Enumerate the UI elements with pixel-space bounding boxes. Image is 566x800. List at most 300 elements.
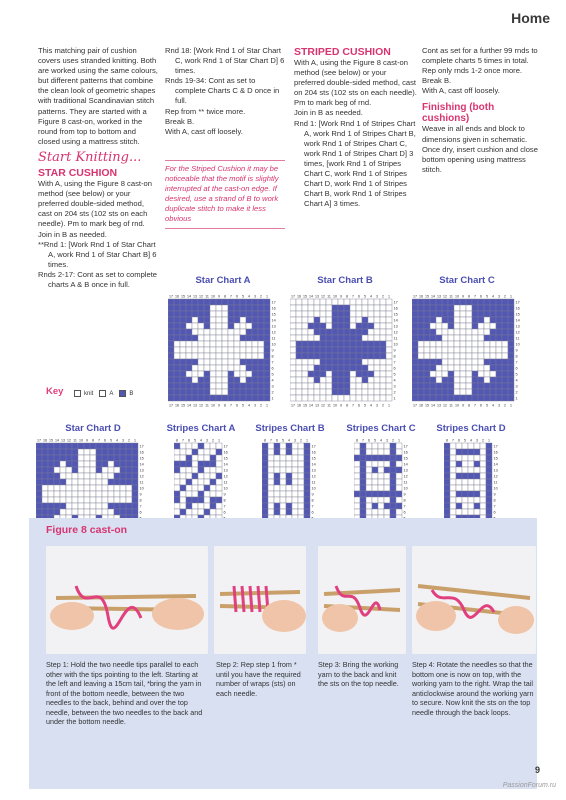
chart-cell (424, 311, 430, 317)
chart-cell (252, 299, 258, 305)
column-number: 8 (224, 294, 226, 299)
chart-cell (60, 449, 66, 455)
chart-cell (274, 467, 280, 473)
chart-cell (108, 455, 114, 461)
chart-cell (262, 503, 268, 509)
section-title: Home (511, 10, 550, 26)
chart-cell (292, 467, 298, 473)
chart-cell (430, 335, 436, 341)
chart-cell (180, 305, 186, 311)
chart-cell (258, 383, 264, 389)
chart-cell (234, 347, 240, 353)
chart-cell (390, 509, 396, 515)
chart-cell (180, 383, 186, 389)
row-number: 11 (271, 336, 276, 341)
chart-cell (460, 311, 466, 317)
chart-cell (484, 347, 490, 353)
chart-cell (174, 335, 180, 341)
chart-cell (168, 341, 174, 347)
chart-cell (186, 371, 192, 377)
column-number: 2 (300, 438, 302, 443)
column-1 (38, 46, 158, 290)
chart-cell (216, 485, 222, 491)
key-title: Key (46, 386, 64, 397)
chart-cell (216, 371, 222, 377)
chart-cell (304, 467, 310, 473)
chart-cell (108, 503, 114, 509)
chart-cell (444, 509, 450, 515)
column-number: 7 (352, 403, 354, 408)
chart-cell (448, 389, 454, 395)
chart-cell (366, 443, 372, 449)
chart-cell (314, 323, 320, 329)
chart-cell (372, 467, 378, 473)
chart-cell (386, 329, 392, 335)
chart-cell (442, 329, 448, 335)
chart-cell (380, 395, 386, 401)
chart-cell (320, 323, 326, 329)
chart-cell (42, 473, 48, 479)
chart-cell (292, 479, 298, 485)
chart-cell (474, 467, 480, 473)
column-number: 6 (480, 294, 482, 299)
chart-cell (308, 329, 314, 335)
chart-cell (262, 497, 268, 503)
chart-cell (444, 479, 450, 485)
row-number: 17 (393, 300, 398, 305)
chart-cell (344, 359, 350, 365)
chart-cell (484, 317, 490, 323)
chart-cell (264, 389, 270, 395)
chart-cell (374, 329, 380, 335)
column-number: 17 (169, 403, 173, 408)
chart-cell (222, 353, 228, 359)
chart-cell (222, 329, 228, 335)
chart-cell (372, 491, 378, 497)
chart-cell (132, 455, 138, 461)
chart-cell (302, 329, 308, 335)
chart-cell (280, 473, 286, 479)
chart-cell (120, 509, 126, 515)
chart-cell (234, 311, 240, 317)
chart-cell (298, 485, 304, 491)
chart-cell (378, 491, 384, 497)
chart-cell (48, 485, 54, 491)
column-number: 17 (37, 438, 41, 443)
chart-cell (378, 473, 384, 479)
chart-cell (60, 503, 66, 509)
chart-cell (418, 323, 424, 329)
chart-cell (444, 443, 450, 449)
column-number: 5 (464, 438, 466, 443)
chart-cell (374, 341, 380, 347)
chart-cell (258, 299, 264, 305)
chart-cell (302, 371, 308, 377)
chart-cell (174, 329, 180, 335)
column-number: 16 (175, 403, 179, 408)
chart-cell (180, 497, 186, 503)
chart-cell (396, 491, 402, 497)
chart-cell (262, 485, 268, 491)
chart-cell (186, 329, 192, 335)
chart-cell (466, 365, 472, 371)
chart-cell (204, 443, 210, 449)
chart-cell (228, 389, 234, 395)
chart-cell (252, 353, 258, 359)
chart-cell (198, 299, 204, 305)
chart-cell (448, 347, 454, 353)
row-number: 8 (271, 354, 274, 359)
chart-cell (126, 503, 132, 509)
chart-cell (442, 371, 448, 377)
chart-cell (478, 329, 484, 335)
chart-cell (478, 305, 484, 311)
chart-cell (54, 491, 60, 497)
chart-cell (286, 443, 292, 449)
chart-cell (198, 365, 204, 371)
chart-cell (454, 395, 460, 401)
chart-cell (66, 491, 72, 497)
chart-cell (384, 497, 390, 503)
column-number: 6 (480, 403, 482, 408)
chart-cell (436, 299, 442, 305)
chart-cell (290, 383, 296, 389)
chart-cell (228, 299, 234, 305)
chart-cell (216, 365, 222, 371)
chart-cell (390, 491, 396, 497)
column-2 (165, 46, 285, 137)
column-number: 14 (431, 294, 435, 299)
chart-cell (362, 347, 368, 353)
castoff-text: With A, cast off loosely. (165, 126, 243, 136)
column-number: 6 (104, 438, 106, 443)
column-number: 1 (218, 438, 220, 443)
chart-cell (430, 353, 436, 359)
chart-grid (412, 292, 524, 408)
chart-cell (418, 359, 424, 365)
chart-cell (302, 389, 308, 395)
row-number: 1 (515, 396, 518, 401)
chart-cell (298, 467, 304, 473)
row-number: 6 (311, 510, 314, 515)
chart-cell (240, 395, 246, 401)
chart-cell (384, 461, 390, 467)
chart-cell (430, 329, 436, 335)
column-number: 9 (218, 294, 220, 299)
chart-cell (372, 455, 378, 461)
chart-cell (344, 377, 350, 383)
chart-cell (186, 365, 192, 371)
chart-cell (42, 467, 48, 473)
chart-cell (338, 353, 344, 359)
chart-cell (412, 323, 418, 329)
chart-cell (486, 509, 492, 515)
column-number: 8 (92, 438, 94, 443)
column-number: 1 (306, 438, 308, 443)
chart-cell (198, 323, 204, 329)
row-number: 2 (393, 390, 396, 395)
column-number: 11 (327, 294, 331, 299)
chart-cell (108, 509, 114, 515)
chart-cell (424, 317, 430, 323)
chart-cell (444, 467, 450, 473)
chart-cell (304, 491, 310, 497)
chart-cell (490, 323, 496, 329)
chart-cell (42, 485, 48, 491)
chart-cell (338, 377, 344, 383)
chart-cell (386, 341, 392, 347)
chart-cell (204, 365, 210, 371)
chart-cell (204, 497, 210, 503)
chart-cell (490, 377, 496, 383)
chart-cell (274, 497, 280, 503)
chart-cell (174, 383, 180, 389)
column-number: 12 (443, 294, 447, 299)
chart-cell (372, 443, 378, 449)
chart-cell (42, 509, 48, 515)
chart-cell (418, 377, 424, 383)
chart-cell (280, 455, 286, 461)
chart-cell (478, 389, 484, 395)
chart-cell (292, 491, 298, 497)
chart-cell (380, 299, 386, 305)
chart-cell (204, 509, 210, 515)
chart-cell (296, 317, 302, 323)
chart-cell (60, 485, 66, 491)
chart-cell (360, 467, 366, 473)
column-number: 10 (455, 294, 459, 299)
chart-cell (490, 359, 496, 365)
rnds19-34: Rnds 19-34: Cont as set to complete Charts C & D once in full. (165, 76, 280, 106)
row-number: 15 (493, 456, 498, 461)
chart-cell (198, 395, 204, 401)
chart-cell (396, 467, 402, 473)
chart-cell (450, 509, 456, 515)
chart-cell (378, 455, 384, 461)
chart-cell (48, 449, 54, 455)
chart-cell (192, 311, 198, 317)
chart-cell (186, 503, 192, 509)
chart-cell (198, 455, 204, 461)
step3-photo (318, 546, 406, 654)
row-number: 9 (515, 348, 518, 353)
chart-cell (480, 485, 486, 491)
column-number: 4 (248, 403, 250, 408)
row-number: 17 (515, 300, 520, 305)
chart-cell (454, 347, 460, 353)
chart-cell (198, 305, 204, 311)
chart-cell (412, 341, 418, 347)
chart-cell (192, 467, 198, 473)
chart-cell (78, 479, 84, 485)
chart-cell (84, 467, 90, 473)
chart-cell (380, 377, 386, 383)
chart-cell (460, 323, 466, 329)
row-number: 11 (311, 480, 316, 485)
chart-cell (490, 365, 496, 371)
chart-cell (290, 395, 296, 401)
row-number: 13 (493, 468, 498, 473)
column-number: 2 (382, 294, 384, 299)
chart-cell (246, 365, 252, 371)
chart-cell (368, 365, 374, 371)
chart-cell (484, 311, 490, 317)
column-number: 11 (327, 403, 331, 408)
row-number: 12 (271, 330, 276, 335)
chart-cell (36, 443, 42, 449)
chart-cell (72, 443, 78, 449)
chart-cell (90, 485, 96, 491)
chart-cell (356, 305, 362, 311)
chart-cell (384, 455, 390, 461)
chart-cell (84, 461, 90, 467)
chart-cell (332, 365, 338, 371)
chart-cell (84, 443, 90, 449)
column-number: 6 (276, 438, 278, 443)
chart-cell (240, 371, 246, 377)
chart-cell (210, 365, 216, 371)
chart-cell (474, 497, 480, 503)
chart-cell (320, 311, 326, 317)
chart-cell (180, 323, 186, 329)
chart-cell (314, 371, 320, 377)
chart-cell (292, 473, 298, 479)
chart-cell (484, 359, 490, 365)
chart-cell (332, 305, 338, 311)
chart-cell (228, 335, 234, 341)
chart-cell (66, 479, 72, 485)
chart-cell (462, 497, 468, 503)
chart-cell (174, 365, 180, 371)
chart-cell (174, 341, 180, 347)
chart-cell (308, 341, 314, 347)
chart-cell (448, 323, 454, 329)
chart-cell (210, 389, 216, 395)
chart-cell (204, 467, 210, 473)
chart-cell (252, 335, 258, 341)
chart-cell (448, 341, 454, 347)
row-number: 17 (493, 444, 498, 449)
chart-cell (444, 455, 450, 461)
chart-cell (502, 377, 508, 383)
chart-cell (192, 497, 198, 503)
chart-cell (478, 353, 484, 359)
chart-cell (246, 389, 252, 395)
chart-cell (84, 449, 90, 455)
chart-cell (442, 323, 448, 329)
chart-cell (380, 335, 386, 341)
chart-cell (258, 317, 264, 323)
chart-cell (54, 473, 60, 479)
chart-cell (204, 461, 210, 467)
row-number: 10 (139, 486, 144, 491)
chart-cell (262, 455, 268, 461)
chart-cell (314, 329, 320, 335)
chart-cell (216, 377, 222, 383)
chart-cell (490, 305, 496, 311)
chart-cell (90, 443, 96, 449)
chart-cell (246, 299, 252, 305)
chart-cell (126, 509, 132, 515)
chart-cell (204, 377, 210, 383)
chart-cell (246, 317, 252, 323)
chart-cell (216, 503, 222, 509)
chart-cell (356, 299, 362, 305)
chart-cell (462, 455, 468, 461)
chart-cell (60, 461, 66, 467)
chart-cell (54, 509, 60, 515)
column-number: 1 (388, 294, 390, 299)
chart-cell (298, 491, 304, 497)
chart-cell (468, 497, 474, 503)
row-number: 4 (271, 378, 274, 383)
chart-cell (264, 341, 270, 347)
chart-cell (386, 389, 392, 395)
chart-cell (192, 389, 198, 395)
chart-cell (508, 353, 514, 359)
chart-cell (48, 443, 54, 449)
chart-cell (480, 491, 486, 497)
chart-cell (490, 389, 496, 395)
chart-cell (314, 335, 320, 341)
chart-cell (66, 455, 72, 461)
chart-cell (96, 503, 102, 509)
column-number: 6 (358, 403, 360, 408)
chart-cell (454, 329, 460, 335)
chart-cell (78, 455, 84, 461)
column-number: 13 (437, 294, 441, 299)
chart-cell (338, 383, 344, 389)
chart-cell (436, 359, 442, 365)
chart-cell (508, 341, 514, 347)
column-number: 11 (205, 294, 209, 299)
chart-cell (274, 509, 280, 515)
column-number: 3 (498, 294, 500, 299)
chart-cell (356, 311, 362, 317)
chart-cell (314, 341, 320, 347)
chart-cell (210, 299, 216, 305)
chart-cell (54, 479, 60, 485)
chart-cell (168, 371, 174, 377)
chart-cell (362, 371, 368, 377)
chart-cell (204, 395, 210, 401)
chart-cell (252, 329, 258, 335)
chart-cell (246, 329, 252, 335)
chart-cell (108, 485, 114, 491)
chart-cell (296, 305, 302, 311)
chart-cell (274, 503, 280, 509)
column-number: 14 (431, 403, 435, 408)
chart-cell (508, 347, 514, 353)
chart-cell (474, 503, 480, 509)
chart-cell (268, 449, 274, 455)
chart-cell (448, 317, 454, 323)
chart-cell (354, 491, 360, 497)
chart-cell (258, 365, 264, 371)
chart-cell (90, 473, 96, 479)
row-number: 4 (515, 378, 518, 383)
column-number: 14 (55, 438, 59, 443)
chart-cell (222, 377, 228, 383)
chart-cell (120, 503, 126, 509)
chart-cell (90, 461, 96, 467)
chart-cell (390, 443, 396, 449)
chart-cell (252, 347, 258, 353)
chart-cell (326, 347, 332, 353)
chart-cell (252, 377, 258, 383)
chart-cell (174, 371, 180, 377)
chart-cell (338, 371, 344, 377)
